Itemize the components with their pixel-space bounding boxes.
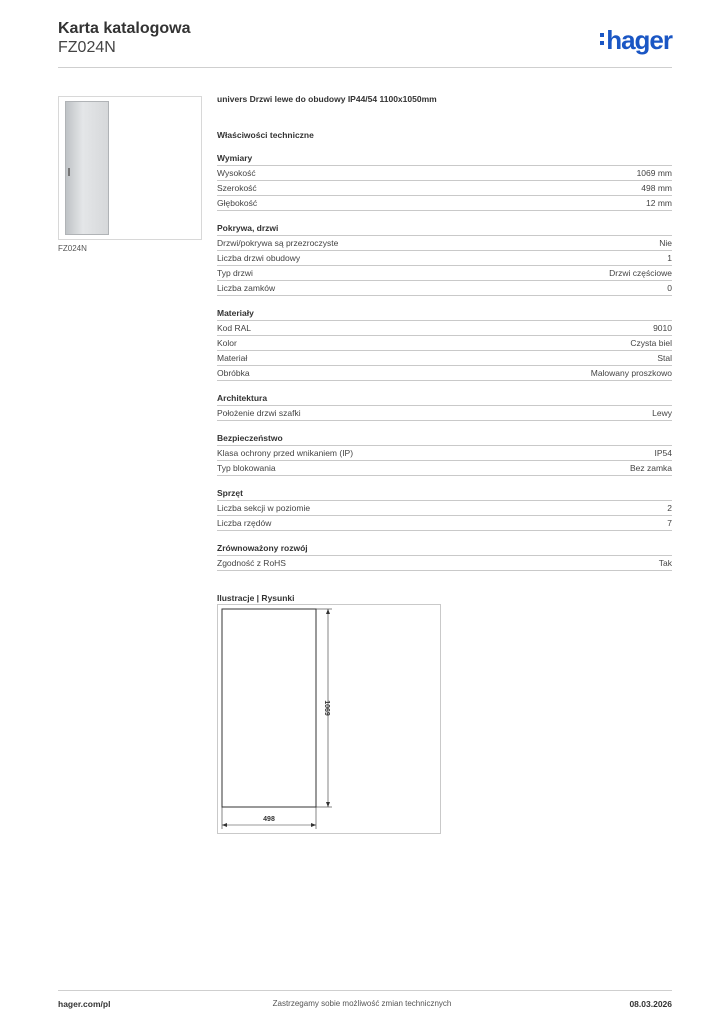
spec-section xyxy=(217,433,672,476)
document-title: Karta katalogowa xyxy=(58,20,191,37)
image-caption: FZ024N xyxy=(58,244,87,253)
section-title: Wymiary xyxy=(217,153,672,166)
spec-label: Kolor xyxy=(217,338,237,348)
spec-section xyxy=(217,393,672,421)
width-arrow-right xyxy=(311,823,316,827)
spec-row xyxy=(217,281,672,296)
height-arrow-bottom xyxy=(326,802,330,807)
spec-value: 0 xyxy=(667,283,672,293)
hager-logo xyxy=(600,26,672,54)
spec-label: Położenie drzwi szafki xyxy=(217,408,301,418)
spec-value: 1069 mm xyxy=(636,168,672,178)
spec-row xyxy=(217,251,672,266)
spec-row xyxy=(217,321,672,336)
illustrations-title: Ilustracje | Rysunki xyxy=(217,593,295,603)
product-image xyxy=(58,96,202,240)
spec-row xyxy=(217,406,672,421)
footer-notice: Zastrzegamy sobie możliwość zmian technicznych xyxy=(272,999,452,1008)
footer-date: 08.03.2026 xyxy=(629,999,672,1009)
spec-label: Liczba zamków xyxy=(217,283,276,293)
spec-row xyxy=(217,446,672,461)
height-label: 1069 xyxy=(323,700,330,716)
section-title: Zrównoważony rozwój xyxy=(217,543,672,556)
spec-section xyxy=(217,543,672,571)
door-outline xyxy=(222,609,316,807)
section-title: Architektura xyxy=(217,393,672,406)
spec-label: Liczba drzwi obudowy xyxy=(217,253,301,263)
logo-dots-icon xyxy=(600,33,604,45)
spec-value: 7 xyxy=(667,518,672,528)
spec-value: Bez zamka xyxy=(629,463,672,473)
spec-row xyxy=(217,351,672,366)
spec-value: Czysta biel xyxy=(630,338,672,348)
spec-label: Obróbka xyxy=(217,368,250,378)
spec-row xyxy=(217,336,672,351)
spec-value: 2 xyxy=(667,503,672,513)
spec-row xyxy=(217,166,672,181)
spec-value: 12 mm xyxy=(646,198,672,208)
product-description: univers Drzwi lewe do obudowy IP44/54 1100x1050mm xyxy=(217,94,437,104)
spec-section xyxy=(217,488,672,531)
header-divider xyxy=(58,67,672,68)
section-title: Pokrywa, drzwi xyxy=(217,223,672,236)
spec-row xyxy=(217,181,672,196)
spec-value: Tak xyxy=(658,558,672,568)
section-title: Bezpieczeństwo xyxy=(217,433,672,446)
spec-row xyxy=(217,236,672,251)
spec-value: Drzwi częściowe xyxy=(609,268,672,278)
spec-label: Typ drzwi xyxy=(217,268,253,278)
spec-label: Liczba sekcji w poziomie xyxy=(217,503,311,513)
spec-value: IP54 xyxy=(654,448,672,458)
technical-drawing xyxy=(217,604,441,834)
spec-row xyxy=(217,556,672,571)
spec-label: Drzwi/pokrywa są przezroczyste xyxy=(217,238,339,248)
spec-label: Szerokość xyxy=(217,183,257,193)
product-code: FZ024N xyxy=(58,39,116,56)
spec-value: 1 xyxy=(667,253,672,263)
height-arrow-top xyxy=(326,609,330,614)
tech-properties-title: Właściwości techniczne xyxy=(217,130,314,140)
spec-label: Materiał xyxy=(217,353,248,363)
spec-value: Lewy xyxy=(652,408,672,418)
spec-value: Nie xyxy=(659,238,672,248)
section-title: Sprzęt xyxy=(217,488,672,501)
spec-label: Głębokość xyxy=(217,198,258,208)
spec-row xyxy=(217,196,672,211)
spec-label: Wysokość xyxy=(217,168,256,178)
spec-label: Kod RAL xyxy=(217,323,252,333)
footer-divider xyxy=(58,990,672,991)
spec-row xyxy=(217,501,672,516)
spec-sections xyxy=(217,153,672,571)
spec-row xyxy=(217,266,672,281)
spec-row xyxy=(217,461,672,476)
spec-label: Klasa ochrony przed wnikaniem (IP) xyxy=(217,448,354,458)
section-title: Materiały xyxy=(217,308,672,321)
spec-label: Liczba rzędów xyxy=(217,518,272,528)
door-panel-image xyxy=(65,101,109,235)
spec-value: Malowany proszkowo xyxy=(590,368,672,378)
logo-text: hager xyxy=(606,25,672,55)
spec-value: Stal xyxy=(657,353,672,363)
footer-website-link[interactable]: hager.com/pl xyxy=(58,999,111,1009)
spec-value: 498 mm xyxy=(641,183,672,193)
spec-content xyxy=(217,94,672,603)
spec-section xyxy=(217,223,672,296)
spec-value: 9010 xyxy=(653,323,672,333)
spec-label: Zgodność z RoHS xyxy=(217,558,286,568)
door-handle-icon xyxy=(68,168,70,176)
spec-label: Typ blokowania xyxy=(217,463,276,473)
spec-row xyxy=(217,366,672,381)
dimension-drawing-svg xyxy=(218,605,440,833)
width-arrow-left xyxy=(222,823,227,827)
spec-section xyxy=(217,308,672,381)
spec-row xyxy=(217,516,672,531)
spec-section xyxy=(217,153,672,211)
width-label: 498 xyxy=(263,816,275,823)
